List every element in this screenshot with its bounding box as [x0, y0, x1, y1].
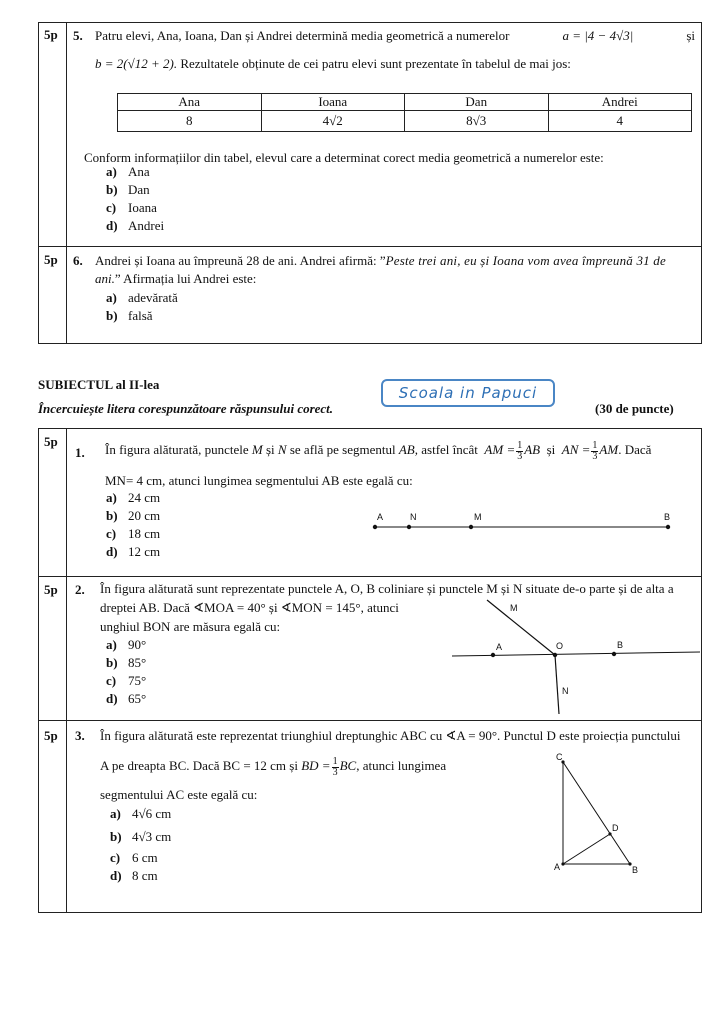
- option-text: Dan: [128, 182, 150, 197]
- p2-option-b[interactable]: [106, 655, 146, 671]
- option-letter: b): [106, 655, 118, 670]
- fraction-one-third: $\frac{1}{3}$: [517, 439, 523, 462]
- ray-on: [555, 655, 559, 714]
- p3-statement-line2: A pe dreapta BC. Dacă BC = 12 cm și BD = $\frac{1}{3}$ BC, atunci lungimea: [100, 755, 447, 778]
- label-a: A: [496, 642, 503, 652]
- option-letter: b): [106, 308, 118, 323]
- q5-line1-text: Patru elevi, Ana, Ioana, Dan și Andrei determină media geometrică a numerelor: [95, 28, 510, 43]
- p1-point-n: N: [277, 442, 287, 457]
- table-header-row: [118, 94, 692, 111]
- point-b: [612, 652, 616, 656]
- option-text: adevărată: [128, 290, 178, 305]
- q5-line2-text: Rezultatele obținute de cei patru elevi sunt prezentate în tabelul de mai jos:: [180, 56, 571, 71]
- p1-points: 5p: [44, 434, 58, 449]
- p1-text: se află pe segmentul: [289, 442, 396, 457]
- q6-number: 6.: [73, 253, 83, 268]
- point-o: [553, 653, 557, 657]
- table-cell: 4√2: [261, 111, 405, 132]
- q5-statement-line1: [95, 27, 695, 45]
- p1-p2-divider: [38, 576, 701, 577]
- q5-question: Conform informațiilor din tabel, elevul care a determinat corect media geometrică a numerelor este:: [84, 150, 604, 165]
- label-o: O: [556, 641, 564, 651]
- q6-quote-part1: Peste trei ani, eu și Ioana vom avea împreună 31 de: [385, 253, 666, 268]
- table-header-cell: Ana: [118, 94, 262, 111]
- school-logo: Scoala in Papuci: [381, 379, 555, 407]
- label-d: D: [612, 823, 619, 833]
- p1-text: și: [546, 442, 556, 457]
- option-text: 24 cm: [128, 490, 161, 505]
- table-header-cell: Ioana: [261, 94, 405, 111]
- p2-statement-line2: dreptei AB. Dacă ∢MOA = 40° și ∢MON = 145°, atunci: [100, 600, 399, 615]
- option-letter: a): [106, 164, 117, 179]
- option-letter: a): [106, 637, 117, 652]
- q5-a-expression: a = |4 − 4√3|: [562, 28, 634, 43]
- label-b: B: [664, 512, 671, 522]
- option-text: falsă: [128, 308, 153, 323]
- option-letter: a): [106, 490, 117, 505]
- q6-points: 5p: [44, 252, 58, 267]
- option-letter: c): [106, 200, 117, 215]
- p3-option-d[interactable]: [110, 868, 158, 884]
- p2-option-c[interactable]: [106, 673, 146, 689]
- p1-text: și: [266, 442, 275, 457]
- option-text: 6 cm: [132, 850, 158, 865]
- point-n: [407, 525, 411, 529]
- option-letter: b): [110, 829, 122, 844]
- p1-segment-figure: [365, 505, 685, 535]
- p3-number: 3.: [75, 728, 85, 743]
- label-m: M: [510, 603, 518, 613]
- label-b: B: [632, 865, 639, 875]
- option-text: 8 cm: [132, 868, 158, 883]
- p2-p3-divider: [38, 720, 701, 721]
- p3-text: , atunci lungimea: [356, 758, 447, 773]
- option-letter: d): [110, 868, 122, 883]
- q5-points: 5p: [44, 27, 58, 42]
- p3-option-a[interactable]: [110, 806, 171, 822]
- q5-number: 5.: [73, 28, 83, 43]
- q5-b-expression: b = 2(√12 + 2).: [95, 56, 178, 71]
- p1-option-a[interactable]: [106, 490, 160, 506]
- q5-q6-divider: [38, 246, 701, 247]
- q6-option-a[interactable]: [106, 290, 178, 306]
- p2-points: 5p: [44, 582, 58, 597]
- p1-option-c[interactable]: [106, 526, 160, 542]
- option-text: 12 cm: [128, 544, 161, 559]
- p2-statement-line1: În figura alăturată sunt reprezentate punctele A, O, B coliniare și punctele M și N situate de-o parte și de alta a: [100, 581, 674, 596]
- p1-point-m: M: [251, 442, 263, 457]
- point-a: [373, 525, 377, 529]
- p1-option-b[interactable]: [106, 508, 160, 524]
- point-b: [666, 525, 670, 529]
- option-letter: a): [110, 806, 121, 821]
- option-letter: b): [106, 508, 118, 523]
- section-instruction: Încercuiește litera corespunzătoare răspunsului corect.: [38, 401, 334, 416]
- option-text: 4√6 cm: [132, 806, 172, 821]
- p1-text: astfel încât: [421, 442, 478, 457]
- option-letter: c): [106, 526, 117, 541]
- fraction-one-third: $\frac{1}{3}$: [332, 755, 338, 778]
- p2-number: 2.: [75, 582, 85, 597]
- option-letter: d): [106, 218, 118, 233]
- label-m: M: [474, 512, 482, 522]
- table-cell: 4: [548, 111, 692, 132]
- point-a: [491, 653, 495, 657]
- q5-option-b[interactable]: [106, 182, 150, 198]
- q6-line2-rest: ” Afirmația lui Andrei este:: [114, 271, 257, 286]
- points-column-divider: [66, 22, 67, 343]
- p2-angle-figure: [445, 596, 705, 718]
- table-row: [118, 111, 692, 132]
- line-ab: [452, 652, 700, 656]
- q6-line1-start: Andrei și Ioana au împreună 28 de ani. Andrei afirmă: ”: [95, 253, 386, 268]
- option-text: 18 cm: [128, 526, 161, 541]
- option-letter: b): [106, 182, 118, 197]
- q5-option-d[interactable]: [106, 218, 164, 234]
- p1-text: În figura alăturată, punctele: [105, 442, 249, 457]
- option-letter: a): [106, 290, 117, 305]
- option-letter: d): [106, 544, 118, 559]
- option-text: 4√3 cm: [132, 829, 172, 844]
- p1-option-d[interactable]: [106, 544, 160, 560]
- p3-statement-line1: În figura alăturată este reprezentat triunghiul dreptunghic ABC cu ∢A = 90°. Punctul D este proiecția punctului: [100, 728, 681, 743]
- p3-option-c[interactable]: [110, 850, 158, 866]
- label-a: A: [554, 862, 561, 872]
- points-column-divider: [66, 428, 67, 912]
- p3-statement-line3: segmentului AC este egală cu:: [100, 787, 258, 802]
- table-cell: 8: [118, 111, 262, 132]
- q5-results-table: [117, 93, 692, 132]
- option-text: 65°: [128, 691, 147, 706]
- p2-statement-line3: unghiul BON are măsura egală cu:: [100, 619, 281, 634]
- q5-statement-line2: [95, 55, 571, 73]
- p3-text: A pe dreapta BC. Dacă BC = 12 cm și: [100, 758, 298, 773]
- table-cell: 8√3: [405, 111, 549, 132]
- option-text: 85°: [128, 655, 147, 670]
- q5-option-c[interactable]: [106, 200, 157, 216]
- p3-triangle-figure: [548, 752, 648, 877]
- option-letter: d): [106, 691, 118, 706]
- point-a: [561, 862, 564, 865]
- p1-statement-line1: În figura alăturată, punctele M și N se află pe segmentul AB, astfel încât AM = $\frac{1}{3}$ AB și AN = $\frac{1}{3}$ AM. Dacă: [105, 439, 652, 462]
- q6-statement-line2: [95, 270, 256, 288]
- option-text: Ana: [128, 164, 150, 179]
- q6-statement-line1: [95, 252, 666, 270]
- option-letter: c): [106, 673, 117, 688]
- q6-option-b[interactable]: [106, 308, 153, 324]
- option-text: 90°: [128, 637, 147, 652]
- p1-segment-ab: AB,: [398, 442, 418, 457]
- option-text: Andrei: [128, 218, 165, 233]
- label-b: B: [617, 640, 624, 650]
- label-a: A: [377, 512, 384, 522]
- point-m: [469, 525, 473, 529]
- fraction-one-third: $\frac{1}{3}$: [592, 439, 598, 462]
- section-score: (30 de puncte): [595, 401, 674, 416]
- label-n: N: [410, 512, 417, 522]
- label-c: C: [556, 752, 563, 762]
- altitude-ad: [563, 834, 610, 864]
- p3-option-b[interactable]: [110, 829, 171, 845]
- option-text: 20 cm: [128, 508, 161, 523]
- q5-option-a[interactable]: [106, 164, 150, 180]
- p3-points: 5p: [44, 728, 58, 743]
- triangle-abc: [563, 762, 630, 864]
- q5-and: și: [686, 28, 695, 43]
- p1-text: . Dacă: [618, 442, 652, 457]
- option-text: Ioana: [128, 200, 157, 215]
- label-n: N: [562, 686, 569, 696]
- option-letter: c): [110, 850, 121, 865]
- option-text: 75°: [128, 673, 147, 688]
- q6-quote-part2: ani.: [95, 271, 115, 286]
- p2-option-d[interactable]: [106, 691, 146, 707]
- section-title: SUBIECTUL al II-lea: [38, 377, 160, 392]
- p1-statement-line2: MN= 4 cm, atunci lungimea segmentului AB este egală cu:: [105, 473, 413, 488]
- p2-option-a[interactable]: [106, 637, 146, 653]
- p1-number: 1.: [75, 445, 85, 460]
- table-header-cell: Dan: [405, 94, 549, 111]
- table-header-cell: Andrei: [548, 94, 692, 111]
